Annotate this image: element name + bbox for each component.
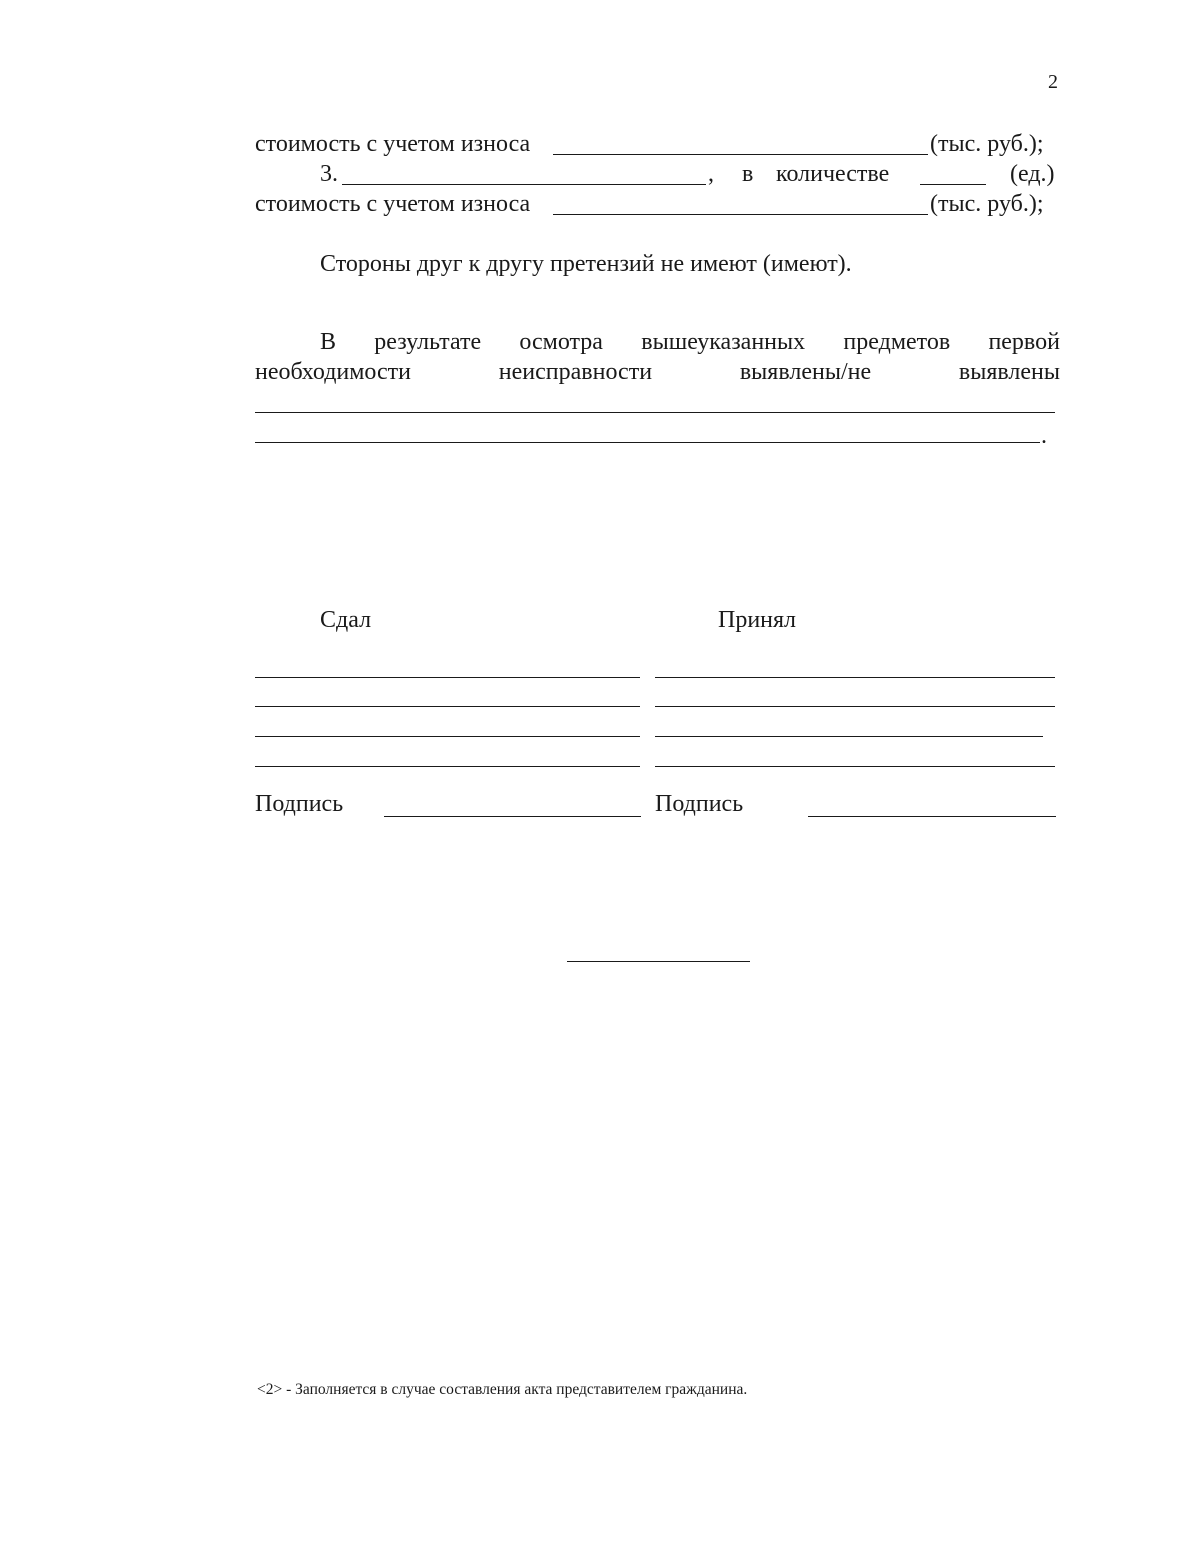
handed-over-field-2[interactable] [255,706,640,707]
inspection-line-1 [320,328,1060,356]
item2-cost-unit: (тыс. руб.); [930,131,1044,157]
item3-cost-field[interactable] [553,214,928,215]
handed-over-field-3[interactable] [255,736,640,737]
footnote-separator [567,961,750,962]
inspection-word: осмотра [519,329,603,355]
item3-comma: , [708,161,714,187]
accepted-field-3[interactable] [655,736,1043,737]
item2-cost-field[interactable] [553,154,928,155]
item3-number: 3. [320,161,338,187]
inspection-word: неисправности [498,359,653,385]
inspection-result-field-1[interactable] [255,412,1055,413]
inspection-word: результате [374,329,482,355]
handed-over-field-4[interactable] [255,766,640,767]
item3-quantity-field[interactable] [920,184,986,185]
inspection-word: предметов [843,329,951,355]
accepted-field-2[interactable] [655,706,1055,707]
inspection-word: первой [988,329,1060,355]
inspection-word: вышеуказанных [641,329,806,355]
handed-over-field-1[interactable] [255,677,640,678]
item3-quantity-unit: (ед.) [1010,161,1055,187]
inspection-line-2 [255,358,1060,386]
handed-over-label: Сдал [320,607,372,633]
item3-cost-label: стоимость с учетом износа [255,191,531,217]
accepted-field-4[interactable] [655,766,1055,767]
signature-label-left: Подпись [255,791,344,817]
signature-label-right: Подпись [655,791,744,817]
item3-name-field[interactable] [342,184,706,185]
item3-quantity-word: количестве [776,161,890,187]
footnote: <2> - Заполняется в случае составления акта представителем гражданина. [257,1381,748,1398]
claims-paragraph: Стороны друг к другу претензий не имеют (имеют). [320,251,852,277]
signature-field-right[interactable] [808,816,1056,817]
item2-cost-label: стоимость с учетом износа [255,131,531,157]
inspection-word: выявлены [958,359,1060,385]
signature-field-left[interactable] [384,816,641,817]
item3-cost-unit: (тыс. руб.); [930,191,1044,217]
inspection-word: выявлены/не [739,359,872,385]
accepted-field-1[interactable] [655,677,1055,678]
inspection-end-period: . [1041,423,1047,449]
inspection-result-field-2[interactable] [255,442,1040,443]
inspection-word: необходимости [255,359,412,385]
item3-in-word: в [742,161,754,187]
page-number: 2 [1048,71,1058,93]
inspection-word: В [320,329,337,355]
accepted-label: Принял [718,607,797,633]
